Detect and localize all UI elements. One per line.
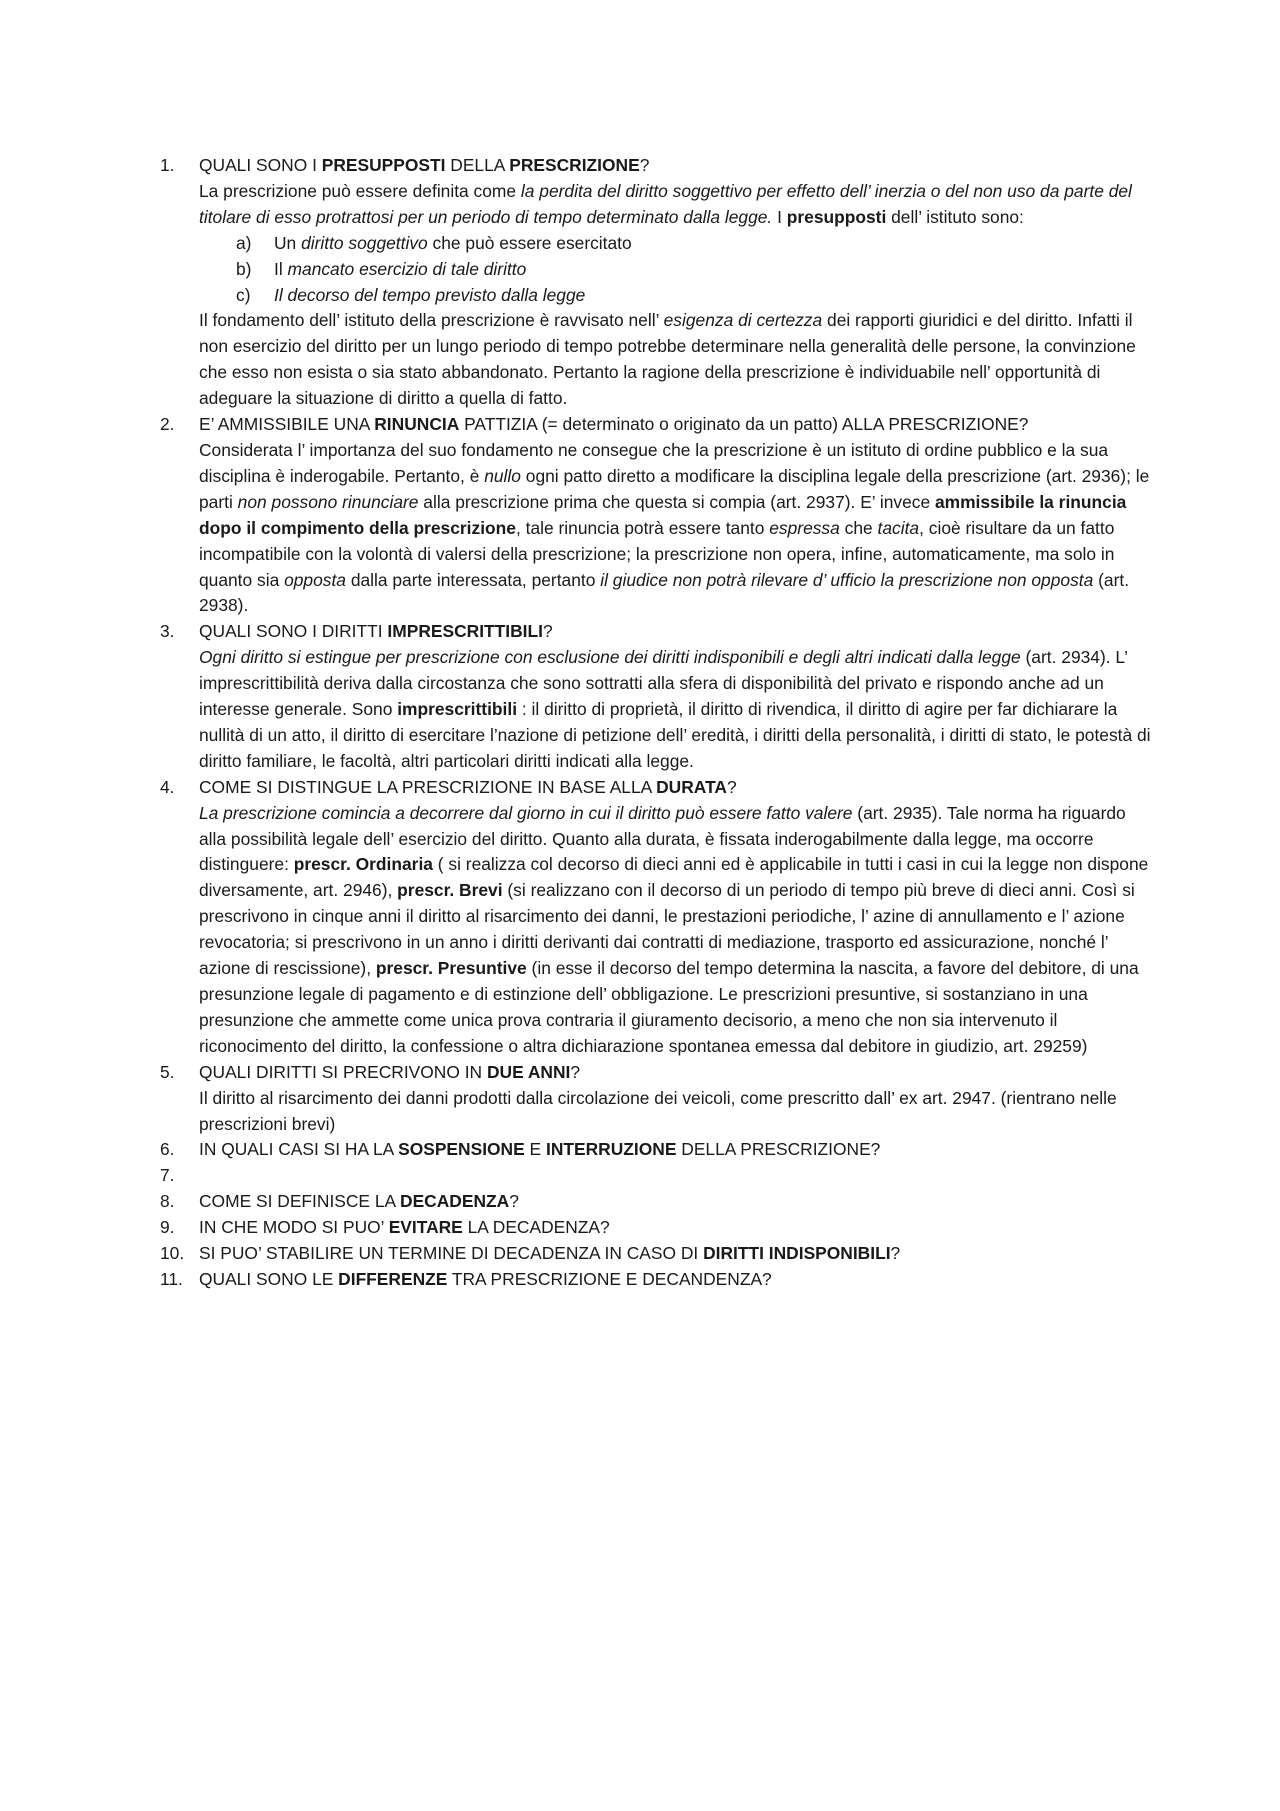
answer-text: Il fondamento dell’ istituto della prescrizione è ravvisato nell’ esigenza di certezza dei rapporti giuridici e del diritto. Infatti il non esercizio del diritto per un lungo periodo di tempo potrebbe determinare nella generalità delle persone, la convinzione che esso non esista o sia stato abbandonato. Pertanto la ragione della prescrizione è individuabile nell’ opportunità di adeguare la situazione di diritto a quella di fatto.	[199, 310, 1136, 409]
list-item	[160, 412, 1152, 619]
item-body	[199, 1267, 1152, 1293]
question: QUALI SONO I PRESUPPOSTI DELLA PRESCRIZIONE?	[199, 155, 650, 175]
item-number: 6.	[160, 1139, 175, 1160]
list-item	[160, 1137, 1152, 1163]
item-body	[199, 1215, 1152, 1241]
item-body	[199, 1241, 1152, 1267]
sub-item-text: Un diritto soggettivo che può essere esercitato	[274, 232, 632, 253]
list-item	[160, 1189, 1152, 1215]
answer-text: La prescrizione comincia a decorrere dal giorno in cui il diritto può essere fatto valere (art. 2935). Tale norma ha riguardo alla possibilità legale dell’ esercizio del diritto. Quanto alla durata, è fissata inderogabilmente dalla legge, ma occorre distinguere: prescr. Ordinaria ( si realizza col decorso di dieci anni ed è applicabile in tutti i casi in cui la legge non dispone diversamente, art. 2946), prescr. Brevi (si realizzano con il decorso di un periodo di tempo più breve di dieci anni. Così si prescrivono in cinque anni il diritto al risarcimento dei danni, le prestazioni periodiche, l’ azine di annullamento e l’ azione revocatoria; si prescrivono in un anno i diritti derivanti dai contratti di mediazione, trasporto ed assicurazione, nonché l’ azione di rescissione), prescr. Presuntive (in esse il decorso del tempo determina la nascita, a favore del debitore, di una presunzione legale di pagamento e di estinzione dell’ obbligazione. Le prescrizioni presuntive, si sostanziano in una presunzione che ammette come unica prova contraria il giuramento decisorio, a meno che non sia intervenuto il riconocimento del diritto, la confessione o altra dichiarazione spontanea emessa dal debitore in giudizio, art. 29259)	[199, 802, 1149, 1056]
item-body	[199, 1189, 1152, 1215]
item-number: 1.	[160, 155, 175, 175]
list-item	[160, 775, 1152, 1060]
item-body	[199, 1137, 1152, 1163]
list-item	[160, 1267, 1152, 1293]
item-body	[199, 1163, 1152, 1189]
sub-item-text: Il mancato esercizio di tale diritto	[274, 258, 527, 279]
item-body	[199, 153, 1152, 412]
list-item	[160, 153, 1152, 412]
item-number: 8.	[160, 1191, 175, 1212]
answer-text: Ogni diritto si estingue per prescrizione con esclusione dei diritti indisponibili e degli altri indicati dalla legge (art. 2934). L’ imprescrittibilità deriva dalla circostanza che sono sottratti alla sfera di disponibilità del privato e rispondo anche ad un interesse generale. Sono imprescrittibili : il diritto di proprietà, il diritto di rivendica, il diritto di agire per far dichiarare la nullità di un atto, il diritto di esercitare l’nazione di petizione dell’ eredità, i diritti della personalità, i diritti di stato, le potestà di diritto familiare, le facoltà, altri particolari diritti indicati alla legge.	[199, 647, 1151, 771]
item-body	[199, 619, 1152, 774]
list-item	[160, 1163, 1152, 1189]
question	[199, 1163, 1152, 1189]
answer-text: Il diritto al risarcimento dei danni prodotti dalla circolazione dei veicoli, come prescritto dall’ ex art. 2947. (rientrano nelle prescrizioni brevi)	[199, 1087, 1117, 1134]
item-body	[199, 1060, 1152, 1138]
item-number: 4.	[160, 776, 175, 797]
question: SI PUO’ STABILIRE UN TERMINE DI DECADENZA IN CASO DI DIRITTI INDISPONIBILI?	[199, 1243, 901, 1264]
answer-text: Considerata l’ importanza del suo fondamento ne consegue che la prescrizione è un istituto di ordine pubblico e la sua disciplina è inderogabile. Pertanto, è nullo ogni patto diretto a modificare la disciplina legale della prescrizione (art. 2936); le parti non possono rinunciare alla prescrizione prima che questa si compia (art. 2937). E’ invece ammissibile la rinuncia dopo il compimento della prescrizione, tale rinuncia potrà essere tanto espressa che tacita, cioè risultare da un fatto incompatibile con la volontà di valersi della prescrizione; la prescrizione non opera, infine, automaticamente, ma solo in quanto sia opposta dalla parte interessata, pertanto il giudice non potrà rilevare d’ ufficio la prescrizione non opposta (art. 2938).	[199, 439, 1150, 616]
question: QUALI DIRITTI SI PRECRIVONO IN DUE ANNI?	[199, 1061, 581, 1082]
question-list	[160, 153, 1152, 1293]
item-number: 3.	[160, 621, 175, 642]
sub-item-text: Il decorso del tempo previsto dalla legge	[274, 284, 586, 305]
question: IN CHE MODO SI PUO’ EVITARE LA DECADENZA?	[199, 1217, 610, 1238]
sub-item	[199, 231, 1152, 257]
item-body	[199, 412, 1152, 619]
item-number: 7.	[160, 1165, 175, 1186]
sub-item-letter: c)	[236, 284, 251, 305]
sub-item-letter: a)	[236, 232, 252, 253]
question: QUALI SONO I DIRITTI IMPRESCRITTIBILI?	[199, 621, 553, 642]
question: QUALI SONO LE DIFFERENZE TRA PRESCRIZIONE E DECANDENZA?	[199, 1268, 772, 1289]
item-number: 9.	[160, 1217, 175, 1238]
list-item	[160, 619, 1152, 774]
sub-item-letter: b)	[236, 258, 252, 279]
item-number: 5.	[160, 1061, 175, 1082]
list-item	[160, 1060, 1152, 1138]
answer-text: La prescrizione può essere definita come la perdita del diritto soggettivo per effetto dell’ inerzia o del non uso da parte del titolare di esso protrattosi per un periodo di tempo determinato dalla legge. I presupposti dell’ istituto sono:	[199, 180, 1132, 227]
question: IN QUALI CASI SI HA LA SOSPENSIONE E INTERRUZIONE DELLA PRESCRIZIONE?	[199, 1139, 881, 1160]
list-item	[160, 1241, 1152, 1267]
sub-item	[199, 257, 1152, 283]
question: COME SI DISTINGUE LA PRESCRIZIONE IN BASE ALLA DURATA?	[199, 776, 737, 797]
list-item	[160, 1215, 1152, 1241]
item-number: 11.	[160, 1268, 183, 1289]
item-number: 10.	[160, 1243, 185, 1264]
question: COME SI DEFINISCE LA DECADENZA?	[199, 1191, 519, 1212]
question: E’ AMMISSIBILE UNA RINUNCIA PATTIZIA (= determinato o originato da un patto) ALLA PRESCRIZIONE?	[199, 414, 1029, 435]
sub-item	[199, 283, 1152, 309]
item-body	[199, 775, 1152, 1060]
item-number: 2.	[160, 414, 175, 435]
